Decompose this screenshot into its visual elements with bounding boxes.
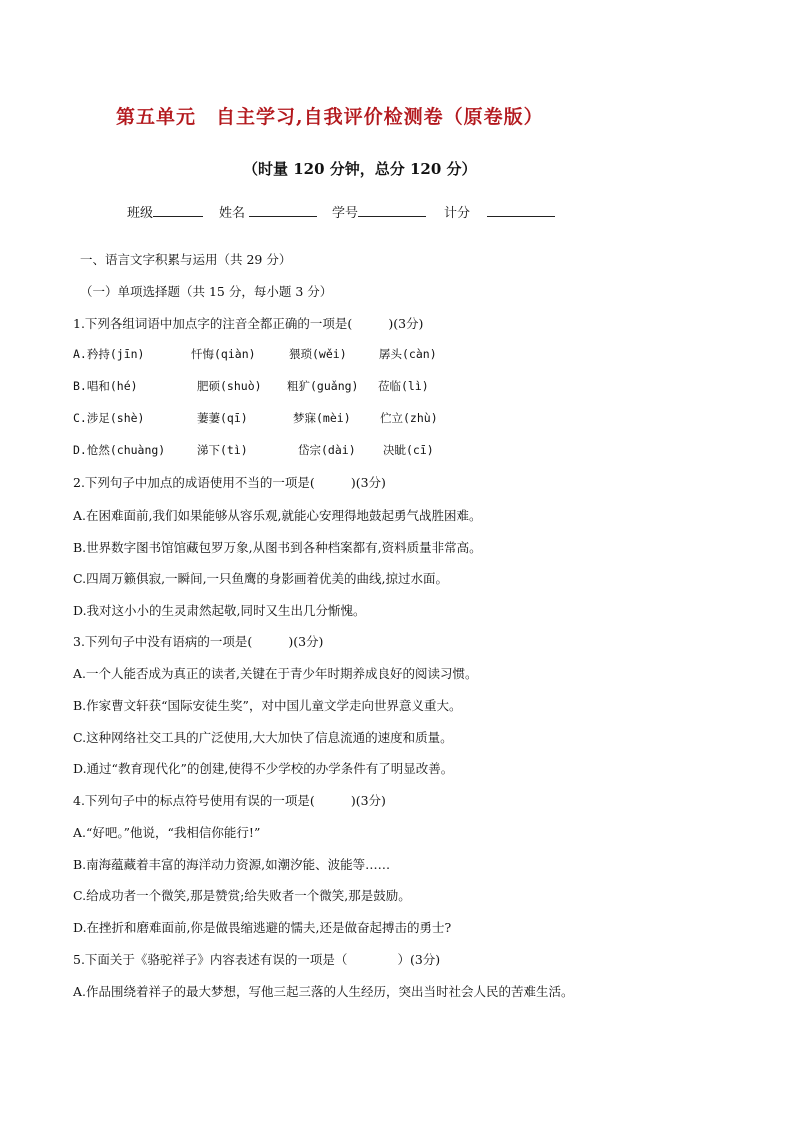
score-field bbox=[444, 202, 555, 221]
id-label: 学号 bbox=[332, 206, 359, 221]
id-field bbox=[332, 202, 426, 221]
option-d-word-3: 岱宗(dài) bbox=[298, 443, 356, 457]
class-field bbox=[127, 202, 203, 221]
option-c-word-1: C.涉足(shè) bbox=[73, 411, 145, 425]
option-a-word-2: 忏悔(qiàn) bbox=[191, 347, 256, 361]
option-b-word-4: 莅临(lì) bbox=[378, 379, 429, 393]
option-b-word-1: B.唱和(hé) bbox=[73, 379, 138, 393]
question-4-option-c: C.给成功者一个微笑,那是赞赏;给失败者一个微笑,那是鼓励。 bbox=[73, 888, 411, 903]
question-4-option-a: A.“好吧。”他说，“我相信你能行!” bbox=[73, 825, 261, 840]
question-points: )(3分) bbox=[388, 316, 424, 331]
name-field bbox=[219, 202, 317, 221]
option-d-word-1: D.怆然(chuàng) bbox=[73, 443, 166, 457]
question-3-option-d: D.通过“教育现代化”的创建,使得不少学校的办学条件有了明显改善。 bbox=[73, 761, 454, 776]
section-heading: 一、语言文字积累与运用（共 29 分） bbox=[80, 252, 292, 267]
question-4-stem bbox=[73, 791, 386, 809]
question-4-option-b: B.南海蕴藏着丰富的海洋动力资源,如潮汐能、波能等…… bbox=[73, 857, 391, 872]
subsection-heading: （一）单项选择题（共 15 分，每小题 3 分） bbox=[80, 284, 333, 299]
option-d-word-4: 决眦(cī) bbox=[383, 443, 434, 457]
page-title: 第五单元 自主学习,自我评价检测卷（原卷版） bbox=[116, 106, 544, 128]
option-b-word-2: 肥硕(shuò) bbox=[197, 379, 262, 393]
question-3-option-c: C.这种网络社交工具的广泛使用,大大加快了信息流通的速度和质量。 bbox=[73, 730, 453, 745]
question-3-stem bbox=[73, 632, 323, 650]
question-2-option-b: B.世界数字图书馆馆藏包罗万象,从图书到各种档案都有,资料质量非常高。 bbox=[73, 540, 482, 555]
question-stem: 2.下列句子中加点的成语使用不当的一项是( bbox=[73, 475, 315, 490]
question-points: )(3分) bbox=[350, 793, 386, 808]
name-label: 姓名 bbox=[219, 206, 246, 221]
option-d-word-2: 涕下(tì) bbox=[197, 443, 248, 457]
question-stem: 4.下列句子中的标点符号使用有误的一项是( bbox=[73, 793, 315, 808]
question-4-option-d: D.在挫折和磨难面前,你是做畏缩逃避的懦夫,还是做奋起搏击的勇士? bbox=[73, 920, 452, 935]
option-c-word-2: 萋萋(qī) bbox=[197, 411, 248, 425]
id-blank[interactable] bbox=[358, 204, 426, 217]
name-blank[interactable] bbox=[249, 204, 317, 217]
question-2-option-c: C.四周万籁俱寂,一瞬间,一只鱼鹰的身影画着优美的曲线,掠过水面。 bbox=[73, 571, 449, 586]
question-stem: 5.下面关于《骆驼祥子》内容表述有误的一项是（ bbox=[73, 952, 348, 967]
score-label: 计分 bbox=[444, 206, 471, 221]
question-stem: 3.下列句子中没有语病的一项是( bbox=[73, 634, 253, 649]
option-c-word-3: 梦寐(mèi) bbox=[293, 411, 351, 425]
exam-time-subtitle: （时量 120 分钟，总分 120 分） bbox=[243, 160, 477, 178]
option-b-word-3: 粗犷(guǎng) bbox=[287, 379, 359, 393]
question-2-option-d: D.我对这小小的生灵肃然起敬,同时又生出几分惭愧。 bbox=[73, 603, 366, 618]
question-points: )(3分) bbox=[350, 475, 386, 490]
question-1-stem bbox=[73, 314, 423, 332]
question-points: )(3分) bbox=[288, 634, 324, 649]
question-points: ）(3分) bbox=[397, 952, 441, 967]
score-blank[interactable] bbox=[487, 204, 555, 217]
option-a-word-3: 猥琐(wěi) bbox=[289, 347, 347, 361]
class-blank[interactable] bbox=[153, 204, 203, 217]
option-a-word-4: 孱头(càn) bbox=[379, 347, 437, 361]
option-a-word-1: A.矜持(jīn) bbox=[73, 347, 145, 361]
class-label: 班级 bbox=[127, 206, 154, 221]
question-5-option-a: A.作品围绕着祥子的最大梦想，写他三起三落的人生经历，突出当时社会人民的苦难生活。 bbox=[73, 984, 574, 999]
question-stem: 1.下列各组词语中加点字的注音全都正确的一项是( bbox=[73, 316, 353, 331]
option-c-word-4: 伫立(zhù) bbox=[380, 411, 438, 425]
question-3-option-a: A.一个人能否成为真正的读者,关键在于青少年时期养成良好的阅读习惯。 bbox=[73, 666, 478, 681]
question-2-stem bbox=[73, 473, 386, 491]
question-5-stem bbox=[73, 950, 440, 968]
question-2-option-a: A.在困难面前,我们如果能够从容乐观,就能心安理得地鼓起勇气战胜困难。 bbox=[73, 508, 482, 523]
question-3-option-b: B.作家曹文轩获“国际安徒生奖”，对中国儿童文学走向世界意义重大。 bbox=[73, 698, 462, 713]
